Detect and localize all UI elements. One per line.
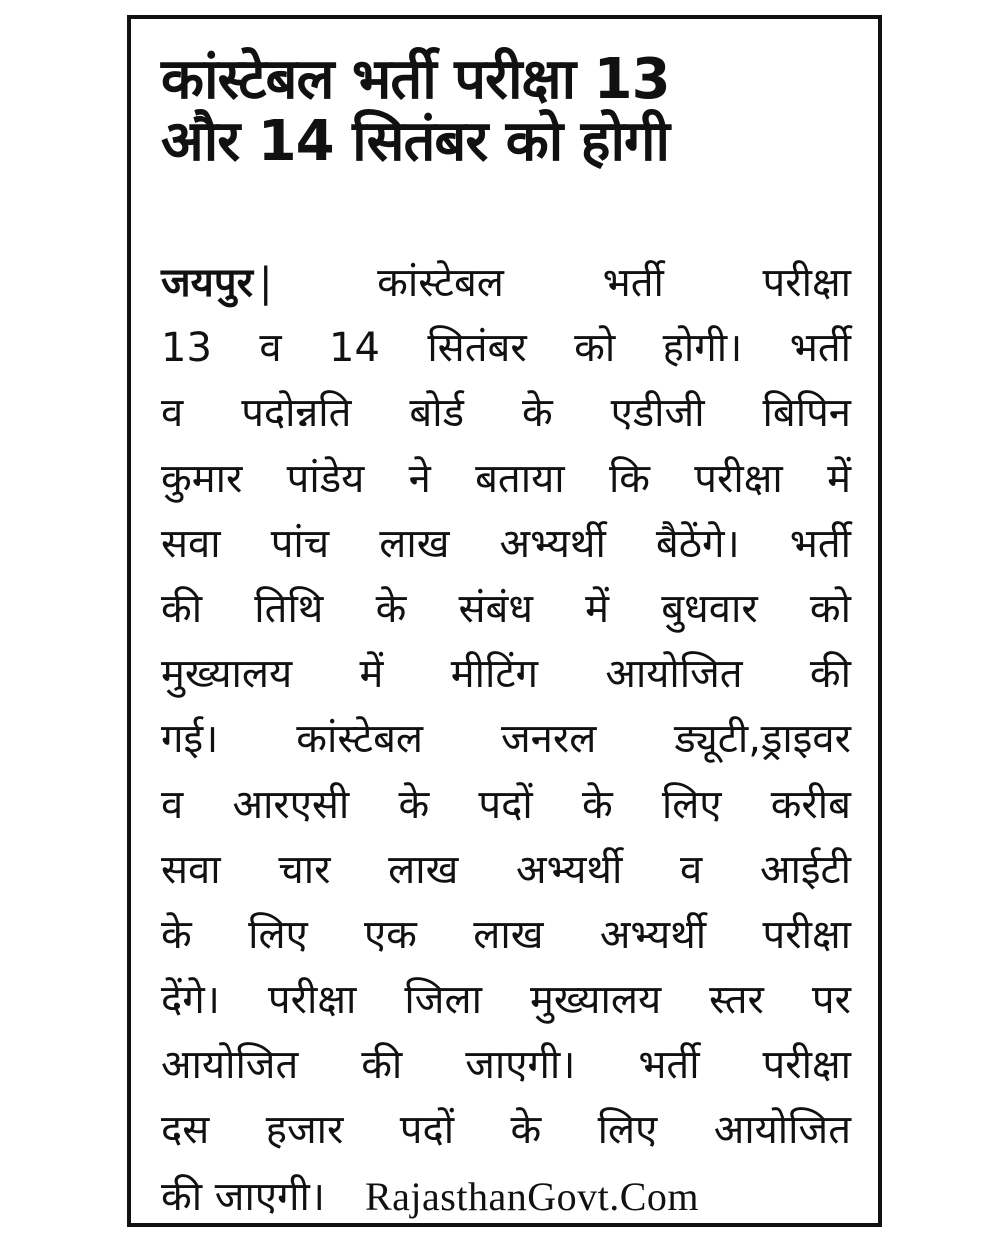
article-line: की तिथि के संबंध में बुधवार को (161, 585, 851, 632)
article-line (161, 251, 851, 316)
dateline: जयपुर (161, 260, 253, 306)
news-clipping (127, 15, 882, 1227)
article-line: व पदोन्नति बोर्ड के एडीजी बिपिन (161, 390, 851, 437)
article-line: 13 व 14 सितंबर को होगी। भर्ती (161, 325, 851, 372)
headline-line-2: और 14 सितंबर को होगी (161, 109, 670, 174)
article-line-text: कांस्टेबल भर्ती परीक्षा (377, 260, 852, 306)
article-line: सवा पांच लाख अभ्यर्थी बैठेंगे। भर्ती (161, 520, 851, 567)
article-line (161, 1164, 851, 1229)
article-line: कुमार पांडेय ने बताया कि परीक्षा में (161, 455, 851, 502)
article-line: गई। कांस्टेबल जनरल ड्यूटी,ड्राइवर (161, 716, 851, 763)
article-line: मुख्यालय में मीटिंग आयोजित की (161, 651, 851, 698)
article-line: देंगे। परीक्षा जिला मुख्यालय स्तर पर (161, 977, 851, 1024)
article-line: व आरएसी के पदों के लिए करीब (161, 781, 851, 828)
article-line: सवा चार लाख अभ्यर्थी व आईटी (161, 846, 851, 893)
watermark: RajasthanGovt.Com (365, 1173, 700, 1219)
headline (161, 49, 851, 173)
headline-line-1: कांस्टेबल भर्ती परीक्षा 13 (161, 47, 670, 112)
dateline-separator: | (258, 260, 273, 306)
article-body (161, 251, 851, 1229)
article-line-text: की जाएगी। (161, 1173, 325, 1220)
article-line: आयोजित की जाएगी। भर्ती परीक्षा (161, 1042, 851, 1089)
article-line: दस हजार पदों के लिए आयोजित (161, 1107, 851, 1154)
article-line: के लिए एक लाख अभ्यर्थी परीक्षा (161, 911, 851, 958)
